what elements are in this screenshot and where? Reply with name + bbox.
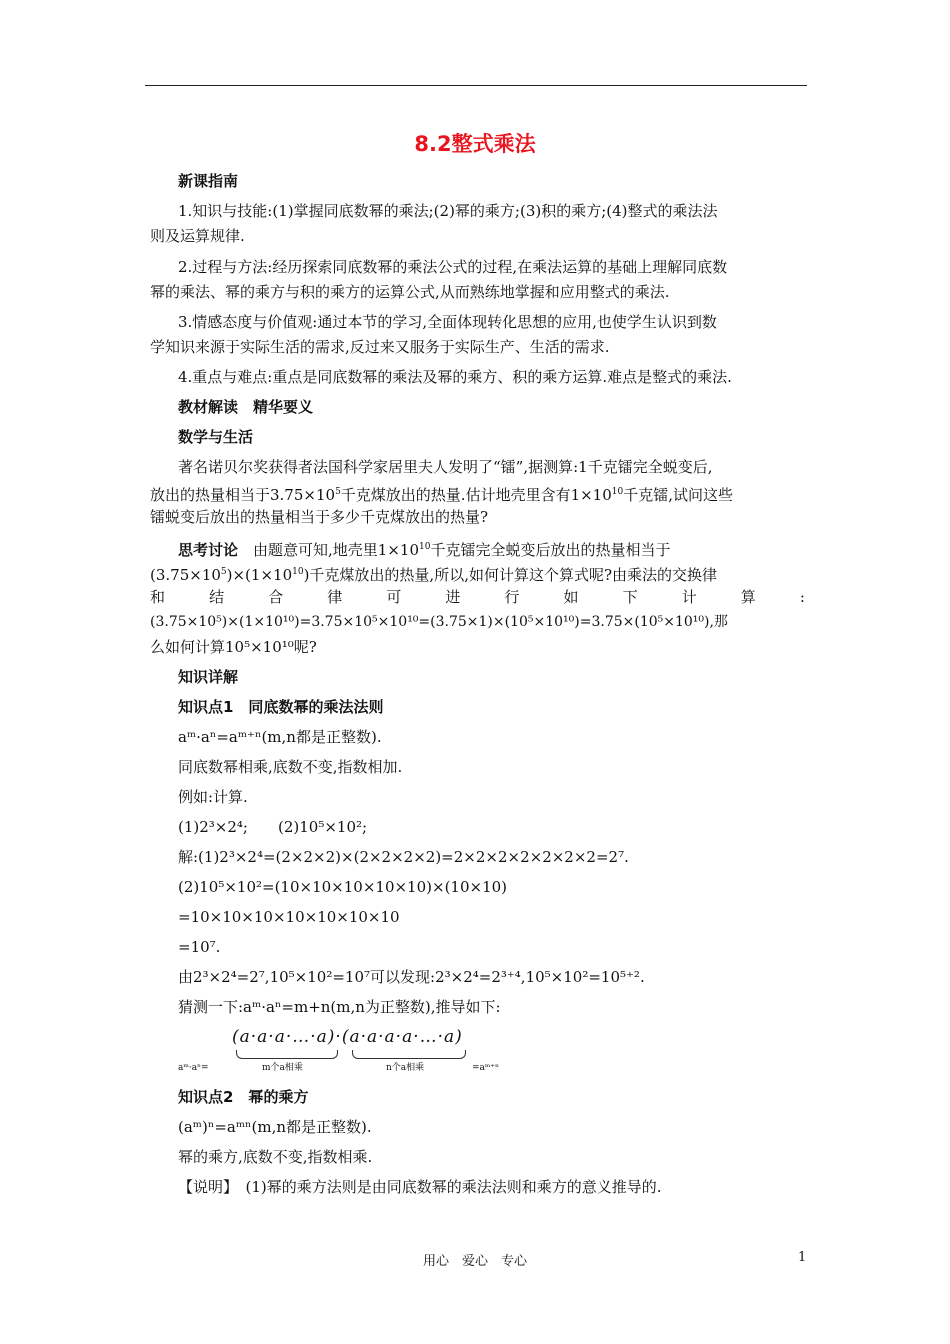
- think-line-1: 思考讨论 由题意可知,地壳里$1\times 10^{10}$千克镭完全蜕变后放出的热量相当于: [178, 541, 671, 559]
- paragraph-2-line-1: 2.过程与方法:经历探索同底数幂的乘法公式的过程,在乘法运算的基础上理解同底数: [178, 258, 728, 276]
- paragraph-4: 4.重点与难点:重点是同底数幂的乘法及幂的乘方、积的乘方运算.难点是整式的乘法.: [178, 368, 732, 386]
- page-title: 8.2整式乘法: [414, 132, 536, 156]
- n-count-label: n个a相乘: [386, 1063, 425, 1073]
- paragraph-1-line-1: 1.知识与技能:(1)掌握同底数幂的乘法;(2)幂的乘方;(3)积的乘方;(4)整式的乘法法: [178, 202, 718, 220]
- knowledge-point-2-heading: 知识点2 幂的乘方: [178, 1088, 309, 1106]
- derivation-formula: (a·a·a·…·a)·(a·a·a·a·…·a): [232, 1027, 463, 1047]
- solution-line-1: 解:(1)2³×2⁴=(2×2×2)×(2×2×2×2)=2×2×2×2×2×2×2=2⁷.: [178, 848, 629, 866]
- derivation-rhs: =aᵐ⁺ⁿ: [472, 1063, 500, 1073]
- solution-line-3: =10×10×10×10×10×10×10: [178, 908, 400, 926]
- knowledge-point-1-heading: 知识点1 同底数幂的乘法法则: [178, 698, 384, 716]
- guess-line: 猜测一下:aᵐ·aⁿ=m+n(m,n为正整数),推导如下:: [178, 998, 501, 1016]
- life-line-2: 放出的热量相当于$3.75\times 10^5$千克煤放出的热量.估计地壳里含有$1\times 10^{10}$千克镭,试问这些: [150, 486, 733, 504]
- life-line-1: 著名诺贝尔奖获得者法国科学家居里夫人发明了“镭”,据测算:1千克镭完全蜕变后,: [178, 458, 713, 476]
- think-label: 思考讨论: [178, 541, 239, 559]
- section-heading-detail: 知识详解: [178, 668, 239, 686]
- think-line-3: 和 结 合 律 可 进 行 如 下 计 算 :: [150, 588, 805, 606]
- m-count-label: m个a相乘: [262, 1063, 303, 1073]
- kp2-formula: (aᵐ)ⁿ=aᵐⁿ(m,n都是正整数).: [178, 1118, 372, 1136]
- paragraph-1-line-2: 则及运算规律.: [150, 227, 245, 245]
- section-heading-intro: 新课指南: [178, 172, 239, 190]
- example-items: (1)2³×2⁴; (2)10⁵×10²;: [178, 818, 368, 836]
- life-line-3: 镭蜕变后放出的热量相当于多少千克煤放出的热量?: [150, 508, 489, 526]
- observation: 由2³×2⁴=2⁷,10⁵×10²=10⁷可以发现:2³×2⁴=2³⁺⁴,10⁵×10²=10⁵⁺².: [178, 968, 645, 986]
- paragraph-2-line-2: 幂的乘法、幂的乘方与积的乘方的运算公式,从而熟练地掌握和应用整式的乘法.: [150, 283, 670, 301]
- paragraph-3-line-1: 3.情感态度与价值观:通过本节的学习,全面体现转化思想的应用,也使学生认识到数: [178, 313, 717, 331]
- think-line-5: 么如何计算10⁵×10¹⁰呢?: [150, 638, 317, 656]
- section-heading-reading: 教材解读 精华要义: [178, 398, 314, 416]
- header-rule: [145, 85, 807, 86]
- solution-line-4: =10⁷.: [178, 938, 221, 956]
- kp1-formula: aᵐ·aⁿ=aᵐ⁺ⁿ(m,n都是正整数).: [178, 728, 382, 746]
- example-intro: 例如:计算.: [178, 788, 248, 806]
- solution-line-2: (2)10⁵×10²=(10×10×10×10×10)×(10×10): [178, 878, 508, 896]
- page-number: 1: [798, 1250, 807, 1265]
- kp1-rule: 同底数幂相乘,底数不变,指数相加.: [178, 758, 403, 776]
- derivation-lhs: aᵐ·aⁿ=: [178, 1063, 209, 1073]
- note-line: 【说明】 (1)幂的乘方法则是由同底数幂的乘法法则和乘方的意义推导的.: [178, 1178, 662, 1196]
- section-heading-life: 数学与生活: [178, 428, 254, 446]
- footer-motto: 用心 爱心 专心: [422, 1254, 527, 1269]
- think-line-4: (3.75×10⁵)×(1×10¹⁰)=3.75×10⁵×10¹⁰=(3.75×1)×(10⁵×10¹⁰)=3.75×(10⁵×10¹⁰),那: [150, 614, 728, 630]
- think-line-2: $(3.75\times 10^5)\times(1\times 10^{10})$千克煤放出的热量,所以,如何计算这个算式呢?由乘法的交换律: [150, 566, 718, 584]
- kp2-rule: 幂的乘方,底数不变,指数相乘.: [178, 1148, 373, 1166]
- paragraph-3-line-2: 学知识来源于实际生活的需求,反过来又服务于实际生产、生活的需求.: [150, 338, 610, 356]
